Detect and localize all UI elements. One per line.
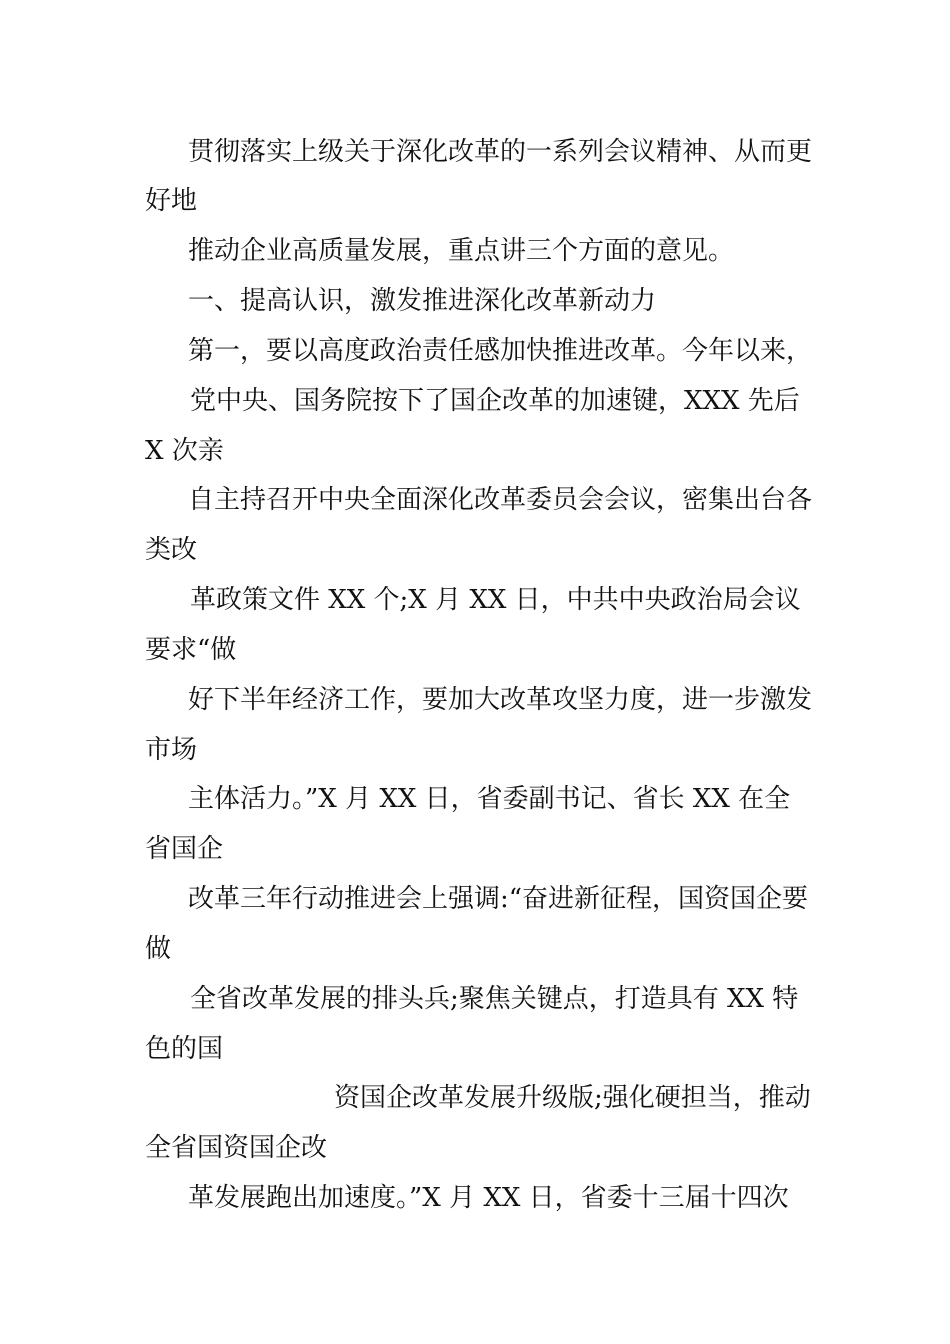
text-line: 全省国资国企改 xyxy=(145,1133,328,1163)
text-line: 做 xyxy=(145,934,172,964)
text-line: 主体活力。”X 月 XX 日，省委副书记、省长 XX 在全 xyxy=(188,784,791,814)
text-line: 好地 xyxy=(145,186,198,216)
text-line: 第一，要以高度政治责任感加快推进改革。今年以来， xyxy=(188,336,813,366)
text-line: 好下半年经济工作，要加大改革攻坚力度，进一步激发 xyxy=(188,685,813,715)
text-line: 贯彻落实上级关于深化改革的一系列会议精神、从而更 xyxy=(188,137,813,167)
text-line: 改革三年行动推进会上强调:“奋进新征程，国资国企要 xyxy=(188,884,809,914)
text-line: 资国企改革发展升级版;强化硬担当，推动 xyxy=(334,1083,811,1113)
text-line: 推动企业高质量发展，重点讲三个方面的意见。 xyxy=(188,236,735,266)
text-line: 自主持召开中央全面深化改革委员会会议，密集出台各 xyxy=(188,485,813,515)
text-line: 色的国 xyxy=(145,1034,224,1064)
text-line: 革发展跑出加速度。”X 月 XX 日，省委十三届十四次 xyxy=(188,1183,789,1213)
text-line: 市场 xyxy=(145,735,198,765)
section-heading: 一、提高认识，激发推进深化改革新动力 xyxy=(188,286,657,316)
text-line: 革政策文件 XX 个;X 月 XX 日，中共中央政治局会议 xyxy=(190,585,801,615)
text-line: 类改 xyxy=(145,535,198,565)
text-line: X 次亲 xyxy=(145,436,224,466)
text-line: 要求“做 xyxy=(145,635,237,665)
text-line: 全省改革发展的排头兵;聚焦关键点，打造具有 XX 特 xyxy=(190,984,799,1014)
text-line: 党中央、国务院按下了国企改革的加速键，XXX 先后 xyxy=(190,386,800,416)
text-line: 省国企 xyxy=(145,834,224,864)
